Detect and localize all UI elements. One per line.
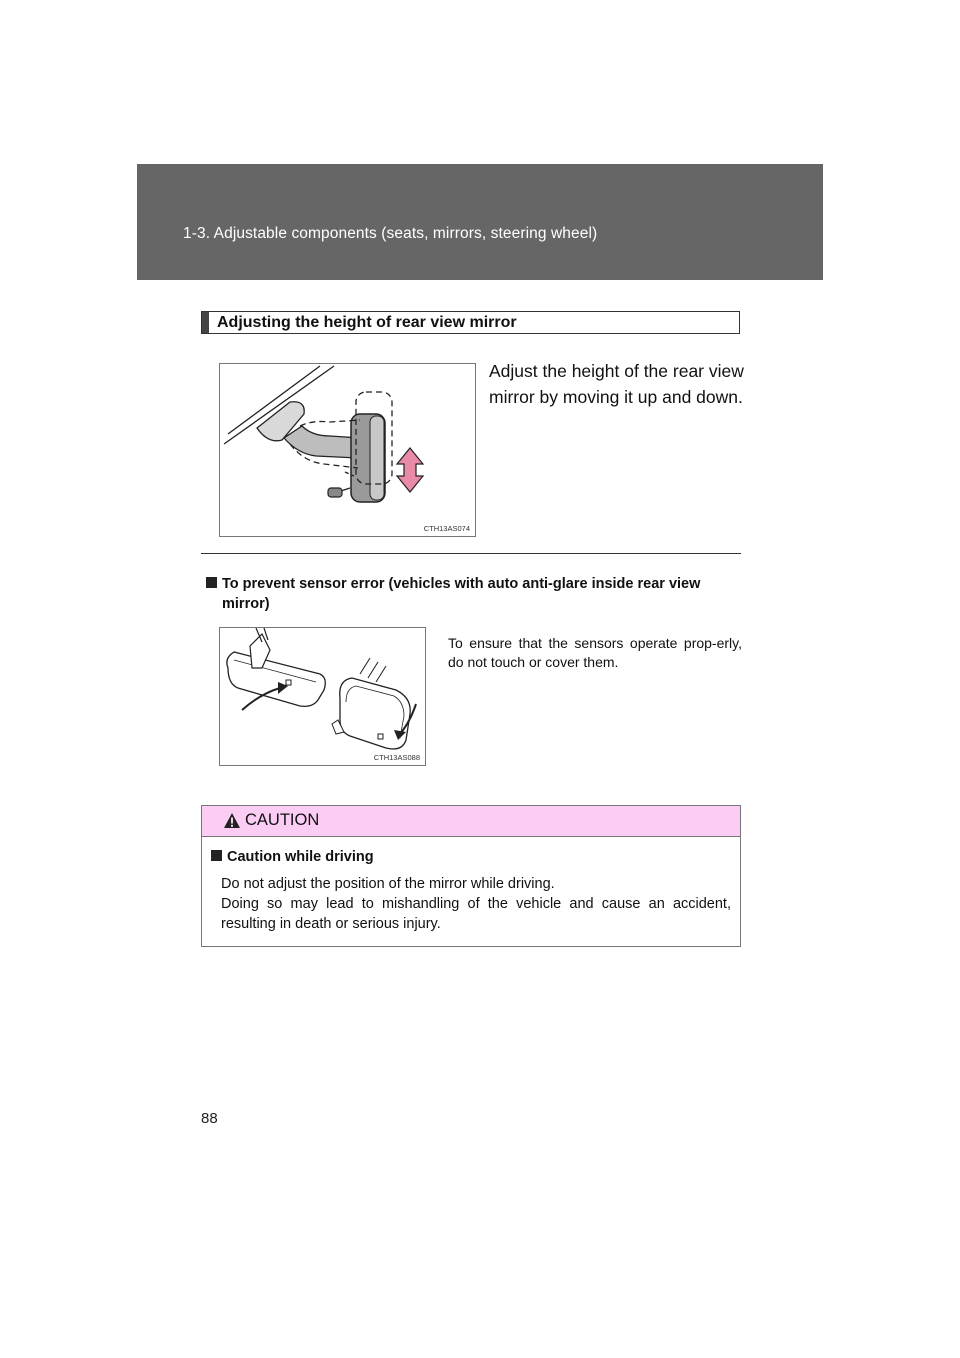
heading-marker bbox=[202, 312, 209, 333]
sensor-instruction: To ensure that the sensors operate prop-erly, do not touch or cover them. bbox=[448, 635, 742, 670]
mirror-sensors-illustration bbox=[220, 628, 425, 765]
caution-header bbox=[202, 806, 740, 837]
section-header-band bbox=[137, 164, 823, 280]
mirror-height-adjust-illustration bbox=[220, 364, 475, 536]
caution-body bbox=[221, 874, 731, 934]
subsection-heading bbox=[201, 311, 740, 334]
adjust-instruction: Adjust the height of the rear view mirror by moving it up and down. bbox=[489, 361, 744, 407]
figure-mirror-sensors bbox=[219, 627, 426, 766]
sensor-note-heading: To prevent sensor error (vehicles with auto anti-glare inside rear view mirror) bbox=[206, 574, 740, 614]
bullet-square-icon bbox=[211, 850, 222, 861]
warning-triangle-icon bbox=[223, 812, 241, 829]
bullet-square-icon bbox=[206, 577, 217, 588]
section-title: 1-3. Adjustable components (seats, mirrors, steering wheel) bbox=[183, 225, 598, 242]
caution-subheading: Caution while driving bbox=[211, 849, 374, 865]
page-number: 88 bbox=[201, 1110, 218, 1127]
heading-text: Adjusting the height of rear view mirror bbox=[217, 313, 517, 331]
caution-line-1: Do not adjust the position of the mirror while driving. bbox=[221, 876, 555, 892]
figure-mirror-height bbox=[219, 363, 476, 537]
section-divider bbox=[201, 553, 741, 554]
caution-line-2: Doing so may lead to mishandling of the vehicle and cause an accident, resulting in death or serious injury. bbox=[221, 896, 731, 932]
caution-box bbox=[201, 805, 741, 947]
up-down-arrow-icon bbox=[397, 448, 423, 492]
figure-code: CTH13AS088 bbox=[373, 753, 420, 762]
figure-code: CTH13AS074 bbox=[423, 524, 470, 533]
caution-label: CAUTION bbox=[245, 811, 320, 829]
